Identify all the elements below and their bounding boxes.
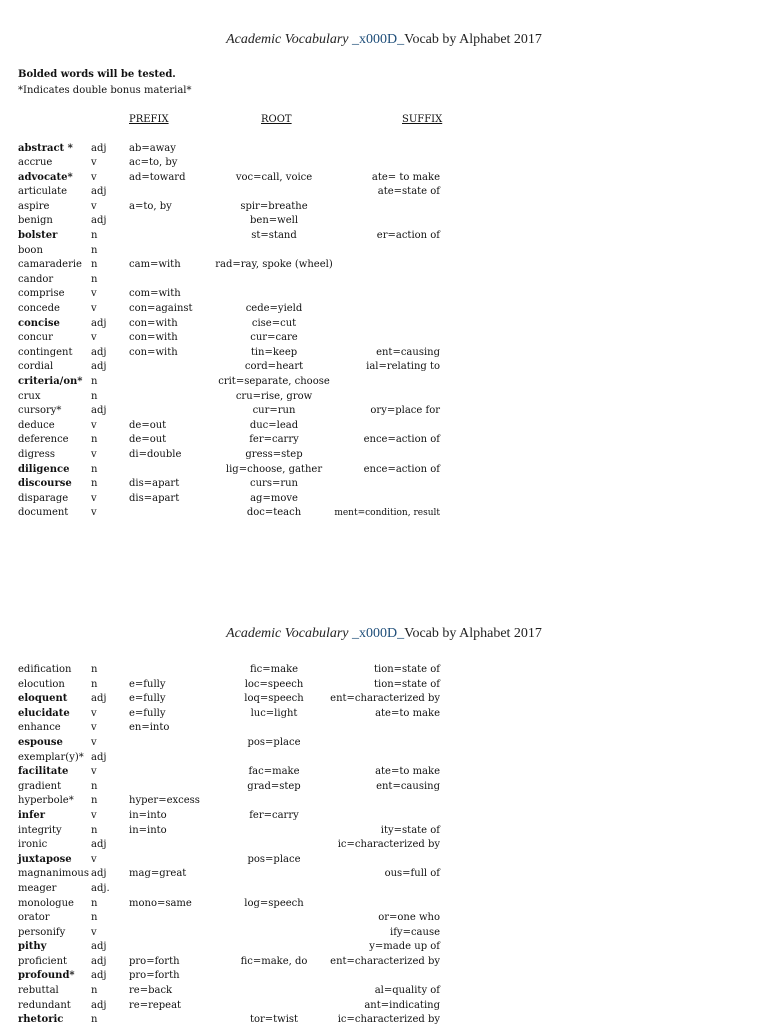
table-row: [18, 346, 448, 361]
table-row: [18, 853, 448, 868]
root-text: gress=step: [245, 448, 303, 460]
vocab-word: elucidate: [18, 707, 70, 719]
part-of-speech: n: [91, 780, 98, 792]
part-of-speech: v: [91, 707, 97, 719]
suffix-cell: ate=to make: [375, 707, 440, 719]
suffix-cell: ment=condition, result: [334, 508, 440, 519]
table-row: [18, 882, 448, 897]
table-row: [18, 926, 448, 941]
root-text: grad=step: [247, 780, 301, 792]
part-of-speech: v: [91, 303, 97, 315]
root-text: pos=place: [247, 853, 301, 865]
root-text: cede=yield: [245, 303, 303, 315]
vocab-word: bolster: [18, 230, 58, 242]
part-of-speech: n: [91, 244, 98, 256]
prefix-cell: mag=great: [129, 868, 187, 880]
vocab-word: ironic: [18, 839, 48, 851]
table-row: [18, 809, 448, 824]
table-row: [18, 433, 448, 448]
table-row: [18, 302, 448, 317]
root-text: tor=twist: [249, 1014, 299, 1026]
part-of-speech: adj: [91, 751, 107, 763]
root-text: rad=ray, spoke (wheel): [215, 259, 333, 271]
table-row: [18, 287, 448, 302]
part-of-speech: v: [91, 507, 97, 519]
part-of-speech: n: [91, 824, 98, 836]
title-code: _x000D_: [352, 32, 405, 47]
part-of-speech: adj: [91, 970, 107, 982]
root-text: fer=carry: [249, 434, 299, 446]
page-title: [0, 32, 768, 48]
vocab-word: elocution: [18, 678, 65, 690]
vocab-word: discourse: [18, 478, 72, 490]
vocab-word: disparage: [18, 492, 69, 504]
root-text: crit=separate, choose: [218, 376, 330, 387]
part-of-speech: adj: [91, 361, 107, 373]
suffix-cell: er=action of: [376, 230, 440, 242]
vocab-word: deduce: [18, 419, 55, 431]
table-row: [18, 214, 448, 229]
root-text: fic=make, do: [240, 955, 308, 967]
vocab-word: comprise: [18, 288, 65, 300]
vocab-word: concur: [18, 332, 53, 344]
root-text: st=stand: [251, 230, 297, 242]
table-row: [18, 984, 448, 999]
vocab-word: deference: [18, 434, 69, 446]
suffix-cell: ent=characterized by: [330, 693, 440, 705]
vocab-word: juxtapose: [18, 853, 72, 865]
prefix-cell: ab=away: [129, 142, 176, 154]
table-row: [18, 751, 448, 766]
part-of-speech: v: [91, 419, 97, 431]
prefix-cell: in=into: [129, 809, 167, 821]
prefix-cell: re=back: [129, 985, 173, 997]
table-row: [18, 838, 448, 853]
vocab-word: monologue: [18, 897, 74, 909]
table-row: [18, 142, 448, 157]
vocab-word: orator: [18, 912, 50, 924]
prefix-cell: pro=forth: [129, 955, 180, 967]
suffix-header: SUFFIX: [402, 114, 443, 125]
part-of-speech: v: [91, 448, 97, 460]
part-of-speech: n: [91, 678, 98, 690]
table-row: [18, 258, 448, 273]
part-of-speech: adj: [91, 839, 107, 851]
table-row: [18, 448, 448, 463]
prefix-cell: e=fully: [129, 707, 166, 719]
vocab-word: aspire: [18, 200, 50, 212]
prefix-cell: con=with: [129, 317, 178, 329]
table-row: [18, 375, 448, 390]
bonus-note: *Indicates double bonus material*: [18, 85, 192, 96]
root-text: cur=care: [250, 332, 298, 344]
prefix-cell: ad=toward: [129, 171, 186, 183]
root-text: cur=run: [252, 405, 296, 417]
vocab-table-page-2: [18, 663, 448, 1028]
vocab-word: contingent: [18, 346, 73, 358]
prefix-cell: con=with: [129, 332, 178, 344]
prefix-cell: de=out: [129, 434, 167, 446]
root-text: fac=make: [248, 766, 300, 778]
root-text: loc=speech: [244, 678, 304, 690]
tested-note: Bolded words will be tested.: [18, 69, 176, 80]
suffix-cell: ent=causing: [376, 346, 440, 358]
vocab-word: magnanimous: [18, 868, 89, 880]
vocab-word: digress: [18, 448, 55, 460]
vocab-word: edification: [18, 664, 72, 675]
part-of-speech: v: [91, 200, 97, 212]
suffix-cell: ous=full of: [384, 868, 440, 880]
table-row: [18, 780, 448, 795]
suffix-cell: ic=characterized by: [337, 839, 440, 851]
table-row: [18, 477, 448, 492]
suffix-cell: ity=state of: [380, 824, 440, 836]
table-row: [18, 1013, 448, 1028]
suffix-cell: al=quality of: [374, 985, 440, 997]
table-row: [18, 721, 448, 736]
table-row: [18, 156, 448, 171]
root-text: cise=cut: [251, 317, 297, 329]
prefix-cell: e=fully: [129, 693, 166, 705]
vocab-word: exemplar(y)*: [18, 751, 84, 763]
root-text: cru=rise, grow: [235, 390, 313, 402]
table-row: [18, 765, 448, 780]
part-of-speech: n: [91, 912, 98, 924]
page-title-2: [0, 626, 768, 642]
vocab-word: gradient: [18, 780, 62, 792]
vocab-word: candor: [18, 273, 54, 285]
vocab-word: hyperbole*: [18, 795, 74, 807]
prefix-cell: hyper=excess: [129, 795, 200, 807]
suffix-cell: ify=cause: [390, 926, 440, 938]
prefix-cell: dis=apart: [129, 478, 180, 490]
suffix-cell: ate=to make: [375, 766, 440, 778]
root-text: curs=run: [250, 478, 298, 490]
prefix-cell: cam=with: [129, 259, 181, 271]
vocab-word: pithy: [18, 941, 47, 953]
suffix-cell: ent=characterized by: [330, 955, 440, 967]
part-of-speech: n: [91, 434, 98, 446]
suffix-cell: y=made up of: [369, 941, 440, 953]
table-row: [18, 360, 448, 375]
part-of-speech: v: [91, 171, 97, 183]
root-text: pos=place: [247, 736, 301, 748]
root-text: spir=breathe: [240, 200, 308, 212]
vocab-word: proficient: [18, 955, 68, 967]
vocab-word: concise: [18, 317, 60, 329]
part-of-speech: n: [91, 795, 98, 807]
table-row: [18, 463, 448, 478]
root-text: cord=heart: [244, 361, 304, 373]
suffix-cell: ory=place for: [370, 405, 440, 417]
vocab-word: camaraderie: [18, 259, 82, 271]
part-of-speech: v: [91, 926, 97, 938]
part-of-speech: v: [91, 853, 97, 865]
part-of-speech: v: [91, 722, 97, 734]
title-italic: Academic Vocabulary: [226, 32, 353, 47]
prefix-cell: com=with: [129, 288, 181, 300]
table-row: [18, 317, 448, 332]
root-text: ben=well: [250, 215, 299, 227]
part-of-speech: adj: [91, 215, 107, 227]
part-of-speech: adj: [91, 186, 107, 198]
table-row: [18, 273, 448, 288]
suffix-cell: ic=characterized by: [337, 1014, 440, 1026]
part-of-speech: adj: [91, 868, 107, 880]
vocab-word: profound*: [18, 970, 75, 982]
part-of-speech: n: [91, 230, 98, 242]
table-row: [18, 692, 448, 707]
table-row: [18, 940, 448, 955]
suffix-cell: ant=indicating: [364, 999, 440, 1011]
vocab-word: concede: [18, 303, 60, 315]
prefix-cell: re=repeat: [129, 999, 182, 1011]
table-row: [18, 244, 448, 259]
table-row: [18, 897, 448, 912]
suffix-cell: ial=relating to: [366, 361, 440, 373]
part-of-speech: adj: [91, 142, 107, 154]
table-row: [18, 969, 448, 984]
table-row: [18, 419, 448, 434]
vocab-word: articulate: [18, 186, 68, 198]
part-of-speech: n: [91, 390, 98, 402]
table-row: [18, 390, 448, 405]
part-of-speech: n: [91, 259, 98, 271]
suffix-cell: or=one who: [378, 912, 440, 924]
prefix-cell: pro=forth: [129, 970, 180, 982]
suffix-cell: ence=action of: [363, 463, 440, 475]
part-of-speech: v: [91, 288, 97, 300]
vocab-word: accrue: [18, 157, 53, 169]
part-of-speech: n: [91, 463, 98, 475]
prefix-cell: dis=apart: [129, 492, 180, 504]
prefix-cell: in=into: [129, 824, 167, 836]
vocab-word: document: [18, 507, 69, 519]
root-text: doc=teach: [246, 507, 302, 519]
part-of-speech: n: [91, 1014, 98, 1026]
vocab-word: benign: [18, 215, 53, 227]
part-of-speech: n: [91, 478, 98, 490]
suffix-cell: ent=causing: [376, 780, 440, 792]
part-of-speech: v: [91, 809, 97, 821]
root-text: duc=lead: [249, 419, 299, 431]
title-rest: Vocab by Alphabet 2017: [404, 32, 542, 47]
prefix-cell: en=into: [129, 722, 170, 734]
vocab-word: meager: [18, 882, 57, 894]
vocab-word: eloquent: [18, 693, 68, 705]
root-text: luc=light: [250, 707, 298, 719]
part-of-speech: adj: [91, 693, 107, 705]
vocab-word: redundant: [18, 999, 71, 1011]
vocab-word: criteria/on*: [18, 376, 83, 387]
root-text: fer=carry: [249, 809, 299, 821]
part-of-speech: adj.: [91, 882, 110, 894]
part-of-speech: v: [91, 332, 97, 344]
root-text: fic=make: [249, 664, 299, 675]
table-row: [18, 185, 448, 200]
table-row: [18, 663, 448, 678]
vocab-word: cursory*: [18, 405, 62, 417]
title-code: _x000D_: [352, 626, 405, 641]
vocab-word: personify: [18, 926, 66, 938]
prefix-cell: de=out: [129, 419, 167, 431]
part-of-speech: n: [91, 664, 98, 675]
table-row: [18, 824, 448, 839]
table-row: [18, 867, 448, 882]
suffix-cell: ate=state of: [377, 186, 440, 198]
root-header: ROOT: [261, 114, 292, 125]
table-row: [18, 229, 448, 244]
root-text: ag=move: [250, 492, 298, 504]
table-row: [18, 200, 448, 215]
part-of-speech: n: [91, 273, 98, 285]
part-of-speech: adj: [91, 941, 107, 953]
table-row: [18, 171, 448, 186]
prefix-cell: con=with: [129, 346, 178, 358]
root-text: lig=choose, gather: [225, 463, 323, 475]
vocab-word: rhetoric: [18, 1014, 64, 1026]
title-rest: Vocab by Alphabet 2017: [404, 626, 542, 641]
prefix-cell: mono=same: [129, 897, 192, 909]
vocab-word: enhance: [18, 722, 61, 734]
title-italic: Academic Vocabulary: [226, 626, 353, 641]
table-row: [18, 506, 448, 521]
part-of-speech: v: [91, 766, 97, 778]
table-row: [18, 955, 448, 970]
vocab-table-page-1: [18, 142, 448, 521]
vocab-word: diligence: [18, 463, 70, 475]
vocab-word: advocate*: [18, 171, 73, 183]
vocab-word: infer: [18, 809, 46, 821]
part-of-speech: adj: [91, 955, 107, 967]
part-of-speech: adj: [91, 346, 107, 358]
part-of-speech: n: [91, 897, 98, 909]
table-row: [18, 678, 448, 693]
part-of-speech: v: [91, 492, 97, 504]
part-of-speech: adj: [91, 405, 107, 417]
suffix-cell: ence=action of: [363, 434, 440, 446]
table-row: [18, 794, 448, 809]
vocab-word: abstract *: [18, 142, 73, 154]
table-row: [18, 911, 448, 926]
table-row: [18, 492, 448, 507]
root-text: tin=keep: [250, 346, 298, 358]
table-row: [18, 736, 448, 751]
root-text: log=speech: [244, 897, 304, 909]
table-row: [18, 707, 448, 722]
vocab-word: facilitate: [18, 766, 69, 778]
part-of-speech: v: [91, 736, 97, 748]
vocab-word: rebuttal: [18, 985, 59, 997]
suffix-cell: tion=state of: [373, 678, 440, 690]
table-row: [18, 404, 448, 419]
root-text: loq=speech: [244, 693, 304, 705]
prefix-cell: di=double: [129, 448, 182, 460]
part-of-speech: adj: [91, 317, 107, 329]
vocab-word: integrity: [18, 824, 62, 836]
suffix-cell: tion=state of: [373, 664, 440, 675]
prefix-cell: e=fully: [129, 678, 166, 690]
prefix-cell: con=against: [129, 303, 193, 315]
prefix-cell: ac=to, by: [129, 157, 178, 169]
table-row: [18, 999, 448, 1014]
suffix-cell: ate= to make: [371, 171, 440, 183]
vocab-word: boon: [18, 244, 43, 256]
root-text: voc=call, voice: [235, 171, 313, 183]
vocab-word: cordial: [18, 361, 54, 373]
part-of-speech: v: [91, 157, 97, 169]
prefix-cell: a=to, by: [129, 200, 172, 212]
vocab-word: espouse: [18, 736, 63, 748]
prefix-header: PREFIX: [129, 114, 169, 125]
part-of-speech: n: [91, 985, 98, 997]
part-of-speech: n: [91, 376, 98, 387]
table-row: [18, 331, 448, 346]
vocab-word: crux: [18, 390, 41, 402]
part-of-speech: adj: [91, 999, 107, 1011]
